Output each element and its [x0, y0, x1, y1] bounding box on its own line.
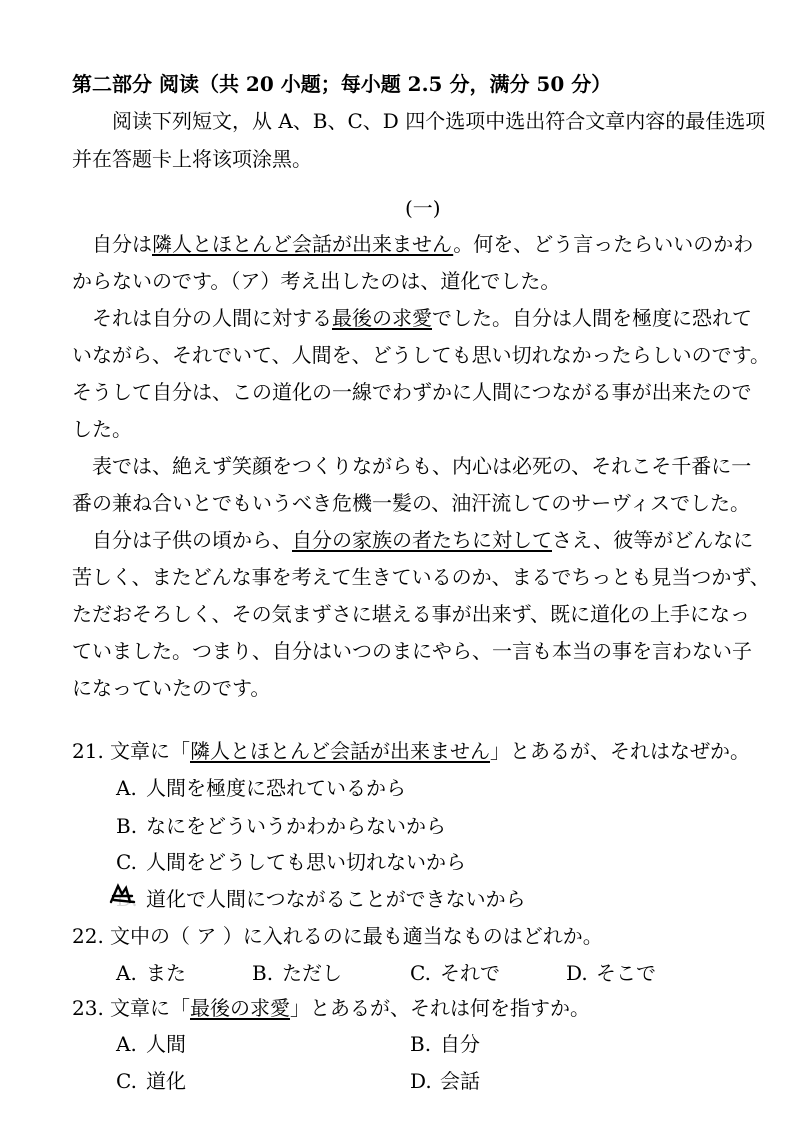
question-23-option-d[interactable]: D. 会話: [410, 1069, 480, 1093]
passage-text: [72, 226, 800, 707]
passage-line: 自分は隣人とほとんど会話が出来ません。何を、どう言ったらいいのかわ: [92, 232, 754, 256]
instruction-line-2: 并在答题卡上将该项涂黑。: [72, 147, 312, 171]
question-23-option-b[interactable]: B. 自分: [410, 1032, 480, 1056]
passage-line: になっていたのです。: [72, 676, 271, 700]
underlined-phrase: 最後の求愛: [332, 306, 432, 330]
passage-line: 自分は子供の頃から、自分の家族の者たちに対してさえ、彼等がどんなに: [92, 528, 754, 552]
pen-mark-scribble: [108, 882, 138, 906]
question-number: 21.: [72, 739, 104, 763]
question-number: 22.: [72, 924, 104, 948]
passage-line: した。: [72, 417, 132, 441]
question-21-option-d[interactable]: D. 道化で人間につながることができないから: [116, 887, 526, 911]
passage-line: 苦しく、またどんな事を考えて生きているのか、まるでちっとも見当つかず、: [72, 565, 770, 589]
question-22-option-a[interactable]: A. また: [116, 961, 186, 985]
section-title: 第二部分 阅读（共 20 小题；每小题 2.5 分，满分 50 分）: [72, 72, 612, 96]
question-23: 23. 文章に「最後の求愛」とあるが、それは何を指すか。: [72, 996, 590, 1020]
question-22-option-c[interactable]: C. それで: [410, 961, 500, 985]
underlined-phrase: 自分の家族の者たちに対して: [292, 528, 552, 552]
question-number: 23.: [72, 996, 104, 1020]
instruction-line-1: 阅读下列短文，从 A、B、C、D 四个选项中选出符合文章内容的最佳选项: [112, 109, 766, 133]
passage-line: 番の兼ね合いとでもいうべき危機一髪の、油汗流してのサーヴィスでした。: [72, 491, 750, 515]
question-21-option-c[interactable]: C. 人間をどうしても思い切れないから: [116, 850, 466, 874]
passage-line: 表では、絶えず笑顔をつくりながらも、内心は必死の、それこそ千番に一: [92, 454, 752, 478]
question-21: 21. 文章に「隣人とほとんど会話が出来ません」とあるが、それはなぜか。: [72, 739, 750, 763]
passage-line: いながら、それでいて、人間を、どうしても思い切れなかったらしいのです。: [72, 343, 770, 367]
question-22: 22. 文中の（ ア ）に入れるのに最も適当なものはどれか。: [72, 924, 603, 948]
instructions: [72, 102, 800, 178]
passage-number: (一): [405, 196, 441, 220]
underlined-phrase: 隣人とほとんど会話が出来ません: [152, 232, 454, 256]
question-22-option-d[interactable]: D. そこで: [566, 961, 656, 985]
question-23-option-c[interactable]: C. 道化: [116, 1069, 186, 1093]
question-21-option-b[interactable]: B. なにをどういうかわからないから: [116, 814, 446, 838]
passage-line: ていました。つまり、自分はいつのまにやら、一言も本当の事を言わない子: [72, 639, 752, 663]
question-23-option-a[interactable]: A. 人間: [116, 1032, 186, 1056]
underlined-phrase: 隣人とほとんど会話が出来ません: [190, 739, 490, 763]
passage-line: からないのです。（ア）考え出したのは、道化でした。: [72, 269, 561, 293]
underlined-phrase: 最後の求愛: [190, 996, 290, 1020]
passage-line: ただおそろしく、その気まずさに堪える事が出来ず、既に道化の上手になっ: [72, 602, 750, 626]
passage-line: それは自分の人間に対する最後の求愛でした。自分は人間を極度に恐れて: [92, 306, 752, 330]
question-21-option-a[interactable]: A. 人間を極度に恐れているから: [116, 776, 406, 800]
passage-line: そうして自分は、この道化の一線でわずかに人間につながる事が出来たので: [72, 380, 752, 404]
question-22-option-b[interactable]: B. ただし: [252, 961, 342, 985]
